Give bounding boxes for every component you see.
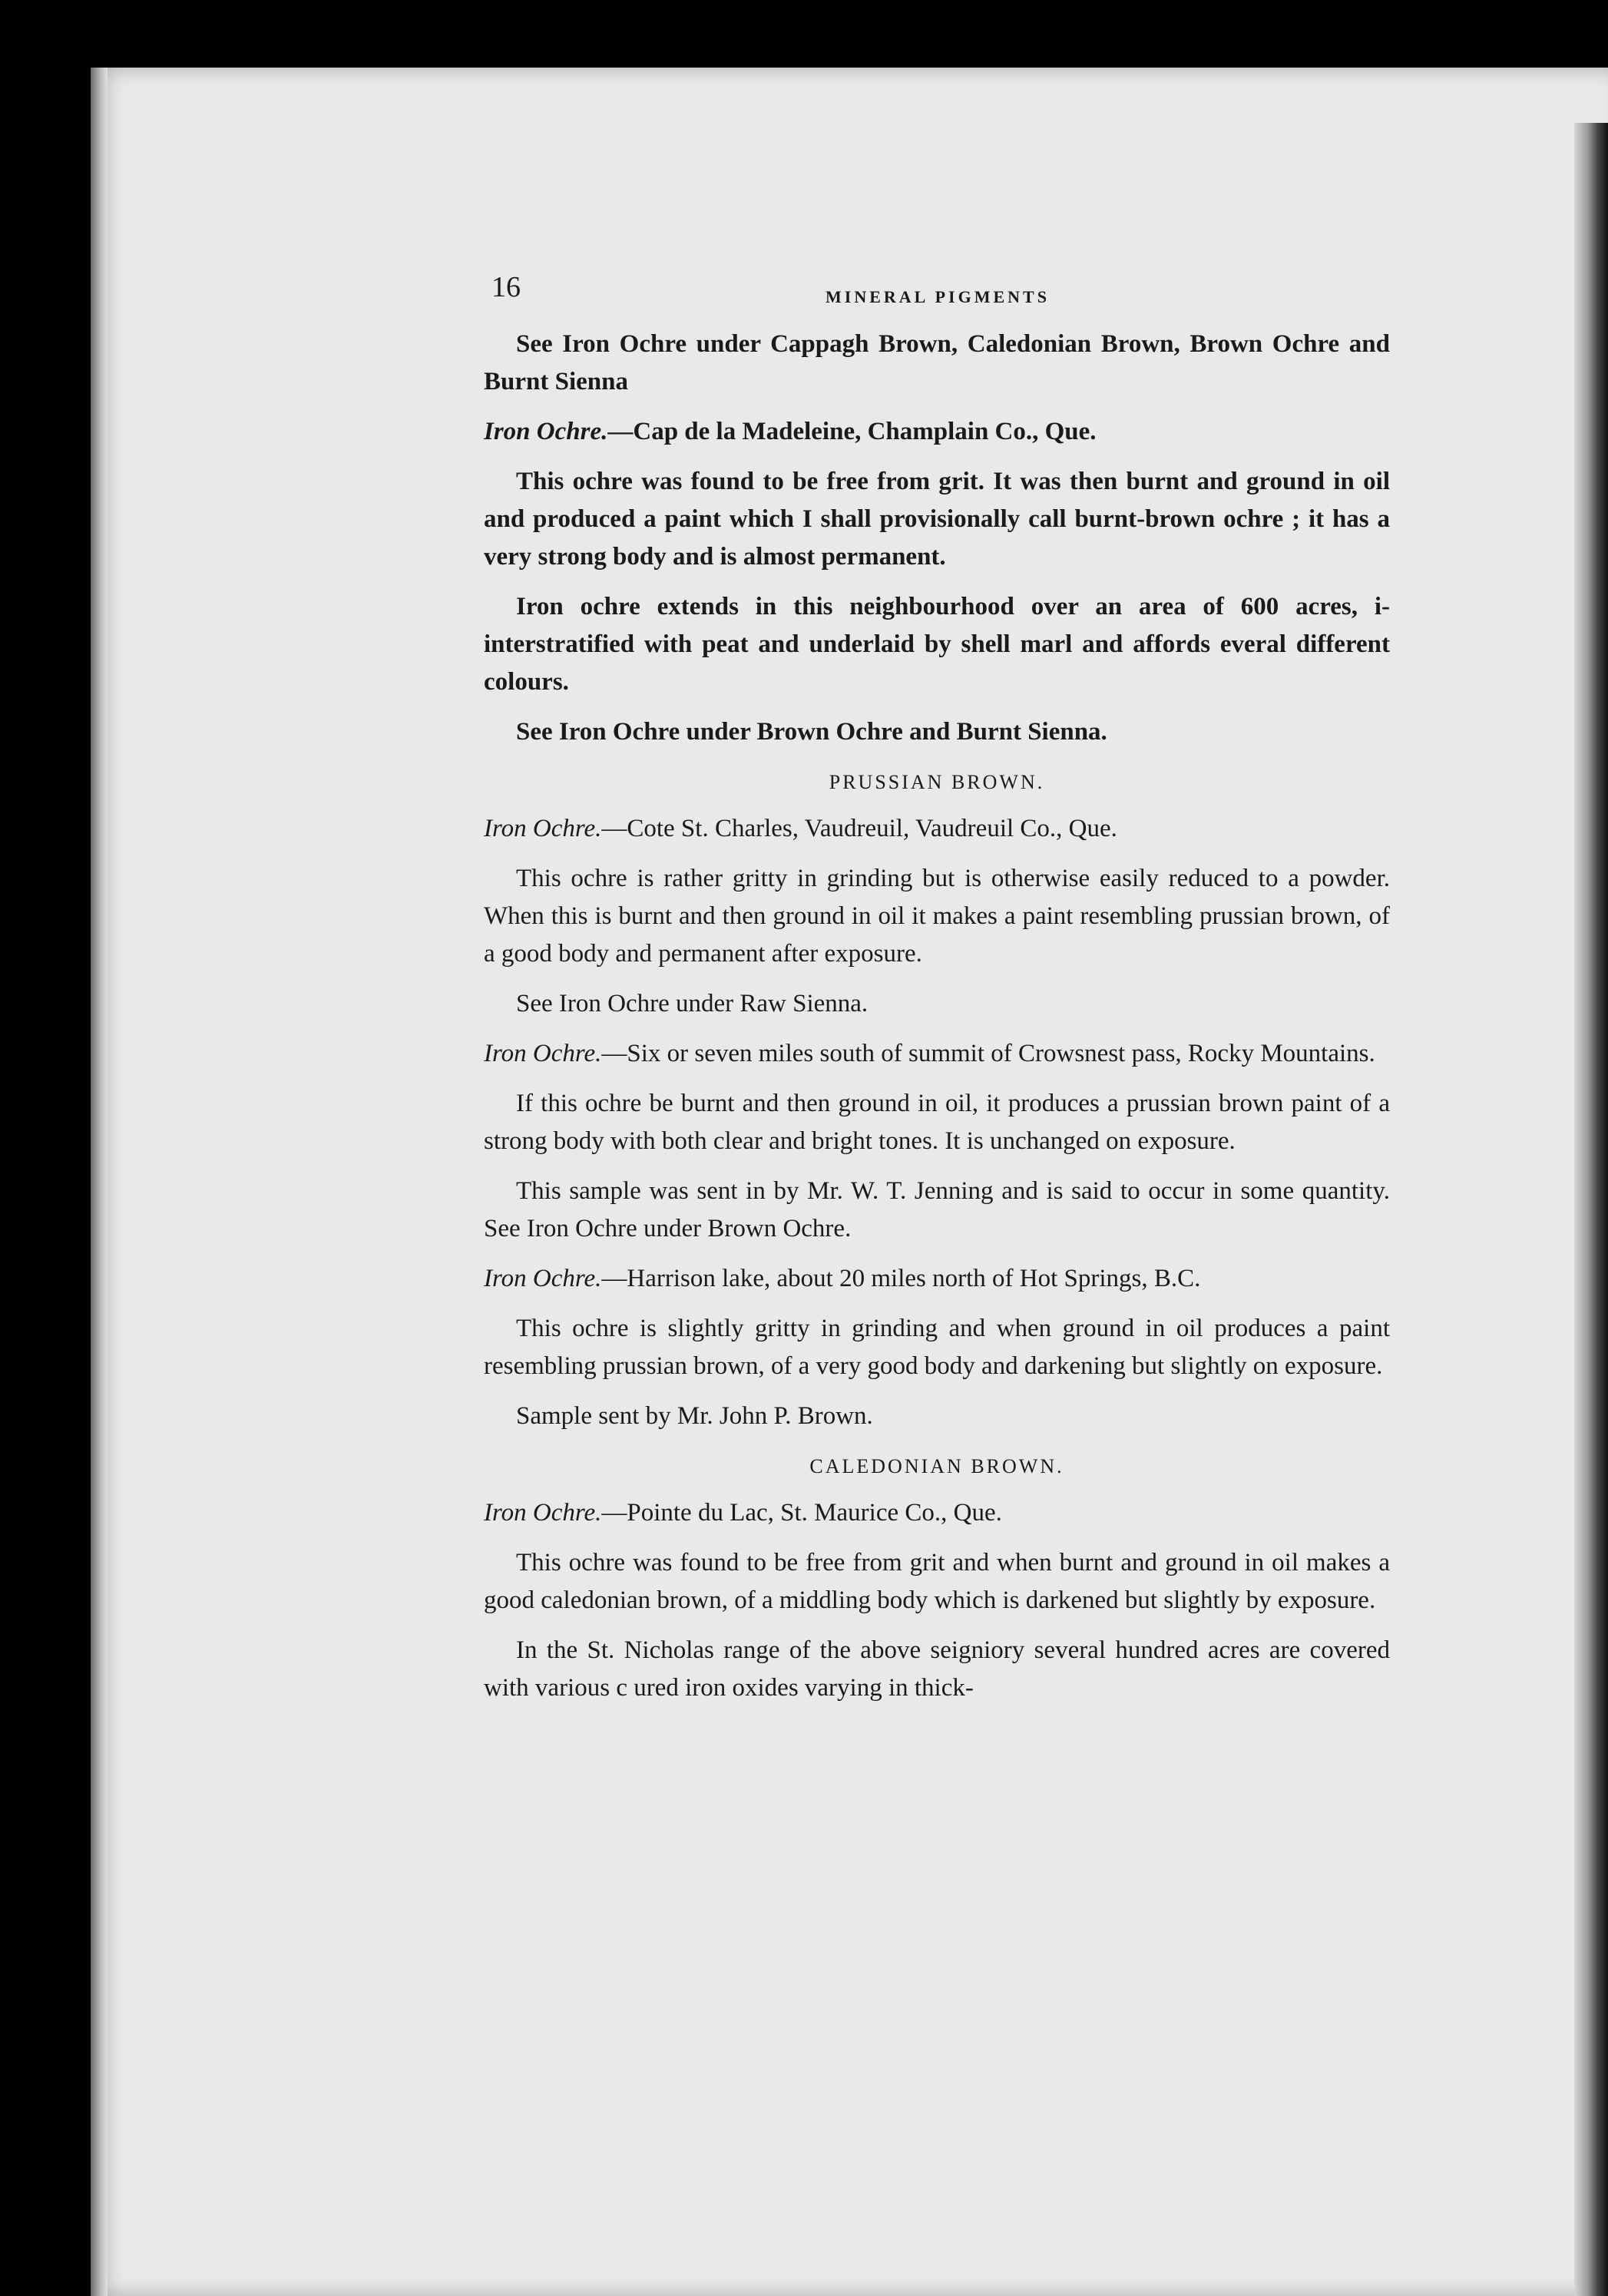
- paragraph: This ochre was found to be free from grit. It was then burnt and ground in oil and produced a paint which I shall provisionally call burnt-brown ochre ; it has a very strong body and is almost permanent.: [484, 468, 1390, 571]
- entry: [484, 810, 1390, 848]
- entry-label: Iron Ochre.: [484, 815, 602, 842]
- paragraph: See Iron Ochre under Cappagh Brown, Caledonian Brown, Brown Ochre and Burnt Sienna: [484, 330, 1390, 395]
- entry-location: —Cote St. Charles, Vaudreuil, Vaudreuil Co., Que.: [601, 815, 1117, 842]
- entry: [484, 1035, 1390, 1073]
- section-heading: CALEDONIAN BROWN.: [809, 1455, 1064, 1477]
- entry: [484, 413, 1390, 451]
- paragraph: If this ochre be burnt and then ground in oil, it produces a prussian brown paint of a strong body with both clear and bright tones. It is unchanged on exposure.: [484, 1090, 1390, 1155]
- paragraph: Sample sent by Mr. John P. Brown.: [516, 1402, 873, 1430]
- page-header: [484, 269, 1390, 307]
- book-spine-shadow: [91, 68, 108, 2296]
- entry-label: Iron Ochre.: [484, 418, 608, 445]
- entry-location: —Pointe du Lac, St. Maurice Co., Que.: [601, 1499, 1002, 1527]
- paragraph: This ochre was found to be free from grit and when burnt and ground in oil makes a good caledonian brown, of a middling body which is darkened but slightly by exposure.: [484, 1549, 1390, 1614]
- paragraph: This ochre is slightly gritty in grinding and when ground in oil produces a paint resembling prussian brown, of a very good body and darkening but slightly on exposure.: [484, 1315, 1390, 1380]
- entry-location: —Cap de la Madeleine, Champlain Co., Que.: [607, 418, 1097, 445]
- entry-location: —Harrison lake, about 20 miles north of Hot Springs, B.C.: [601, 1265, 1201, 1292]
- paragraph: This ochre is rather gritty in grinding but is otherwise easily reduced to a powder. When this is burnt and then ground in oil it makes a paint resembling prussian brown, of a good body and permanent after exposure.: [484, 865, 1390, 968]
- paragraph: See Iron Ochre under Raw Sienna.: [516, 990, 869, 1017]
- page-number: 16: [491, 271, 521, 303]
- page-edge: [1574, 123, 1608, 2296]
- paragraph: Iron ochre extends in this neighbourhood over an area of 600 acres, i- interstratified with peat and underlaid by shell marl and affords everal different colours.: [484, 593, 1390, 696]
- paragraph: See Iron Ochre under Brown Ochre and Burnt Sienna.: [516, 718, 1107, 746]
- entry: [484, 1260, 1390, 1298]
- page-text: [484, 269, 1390, 1719]
- entry: [484, 1494, 1390, 1532]
- entry-label: Iron Ochre.: [484, 1499, 602, 1527]
- entry-label: Iron Ochre.: [484, 1265, 602, 1292]
- entry-label: Iron Ochre.: [484, 1040, 602, 1067]
- running-head: MINERAL PIGMENTS: [826, 287, 1050, 306]
- entry-location: —Six or seven miles south of summit of Crowsnest pass, Rocky Mountains.: [601, 1040, 1375, 1067]
- paragraph: This sample was sent in by Mr. W. T. Jenning and is said to occur in some quantity. See Iron Ochre under Brown Ochre.: [484, 1177, 1390, 1242]
- paragraph: In the St. Nicholas range of the above seigniory several hundred acres are covered with various c ured iron oxides varying in thick-: [484, 1636, 1390, 1702]
- section-heading: PRUSSIAN BROWN.: [829, 771, 1045, 793]
